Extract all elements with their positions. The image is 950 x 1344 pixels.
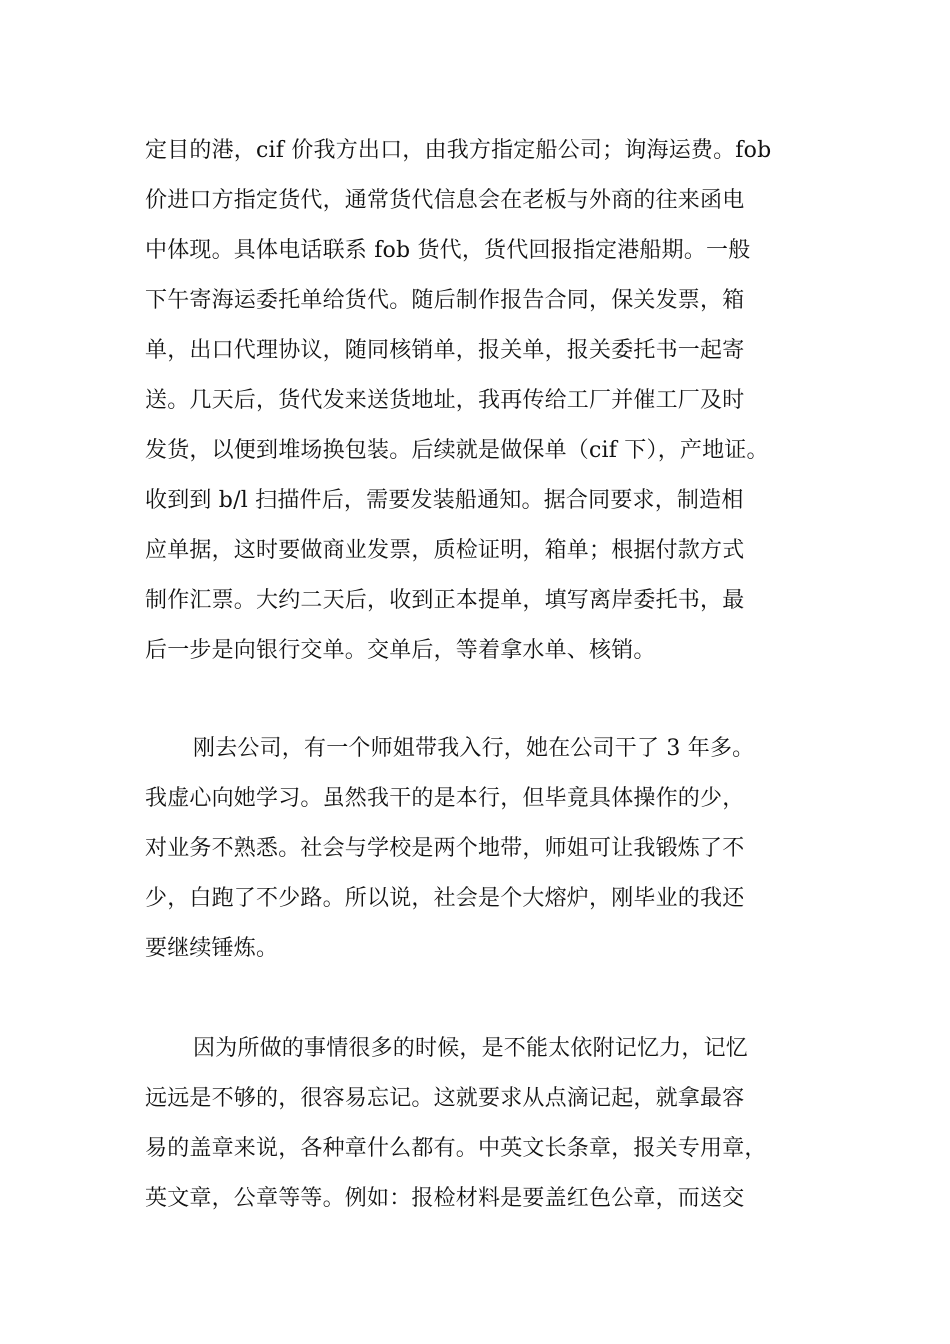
paragraph-3-line-1: 因为所做的事情很多的时候，是不能太依附记忆力，记忆 [193, 1036, 749, 1061]
paragraph-1-line-5: 单，出口代理协议，随同核销单，报关单，报关委托书一起寄 [145, 338, 745, 363]
paragraph-1-line-1: 定目的港，cif 价我方出口，由我方指定船公司；询海运费。fob [145, 138, 772, 163]
paragraph-3-line-4: 英文章，公章等等。例如：报检材料是要盖红色公章，而送交 [145, 1186, 745, 1211]
paragraph-1-line-6: 送。几天后，货代发来送货地址，我再传给工厂并催工厂及时 [145, 388, 745, 413]
paragraph-3-line-3: 易的盖章来说，各种章什么都有。中英文长条章，报关专用章， [145, 1136, 767, 1161]
paragraph-1-line-10: 制作汇票。大约二天后，收到正本提单，填写离岸委托书，最 [145, 588, 745, 613]
paragraph-3-line-2: 远远是不够的，很容易忘记。这就要求从点滴记起，就拿最容 [145, 1086, 745, 1111]
paragraph-1-line-9: 应单据，这时要做商业发票，质检证明，箱单；根据付款方式 [145, 538, 745, 563]
paragraph-2-line-1: 刚去公司，有一个师姐带我入行，她在公司干了 3 年多。 [193, 736, 755, 761]
paragraph-1-line-2: 价进口方指定货代，通常货代信息会在老板与外商的往来函电 [145, 188, 745, 213]
paragraph-1-line-11: 后一步是向银行交单。交单后，等着拿水单、核销。 [145, 638, 656, 663]
paragraph-1-line-4: 下午寄海运委托单给货代。随后制作报告合同，保关发票，箱 [145, 288, 745, 313]
paragraph-2-line-5: 要继续锤炼。 [145, 936, 279, 961]
paragraph-1-line-3: 中体现。具体电话联系 fob 货代，货代回报指定港船期。一般 [145, 238, 751, 263]
paragraph-2-line-3: 对业务不熟悉。社会与学校是两个地带，师姐可让我锻炼了不 [145, 836, 745, 861]
paragraph-1-line-7: 发货，以便到堆场换包装。后续就是做保单（cif 下），产地证。 [145, 438, 769, 463]
paragraph-1-line-8: 收到到 b/l 扫描件后，需要发装船通知。据合同要求，制造相 [145, 488, 744, 513]
paragraph-2-line-2: 我虚心向她学习。虽然我干的是本行，但毕竟具体操作的少， [145, 786, 745, 811]
paragraph-2-line-4: 少，白跑了不少路。所以说，社会是个大熔炉，刚毕业的我还 [145, 886, 745, 911]
